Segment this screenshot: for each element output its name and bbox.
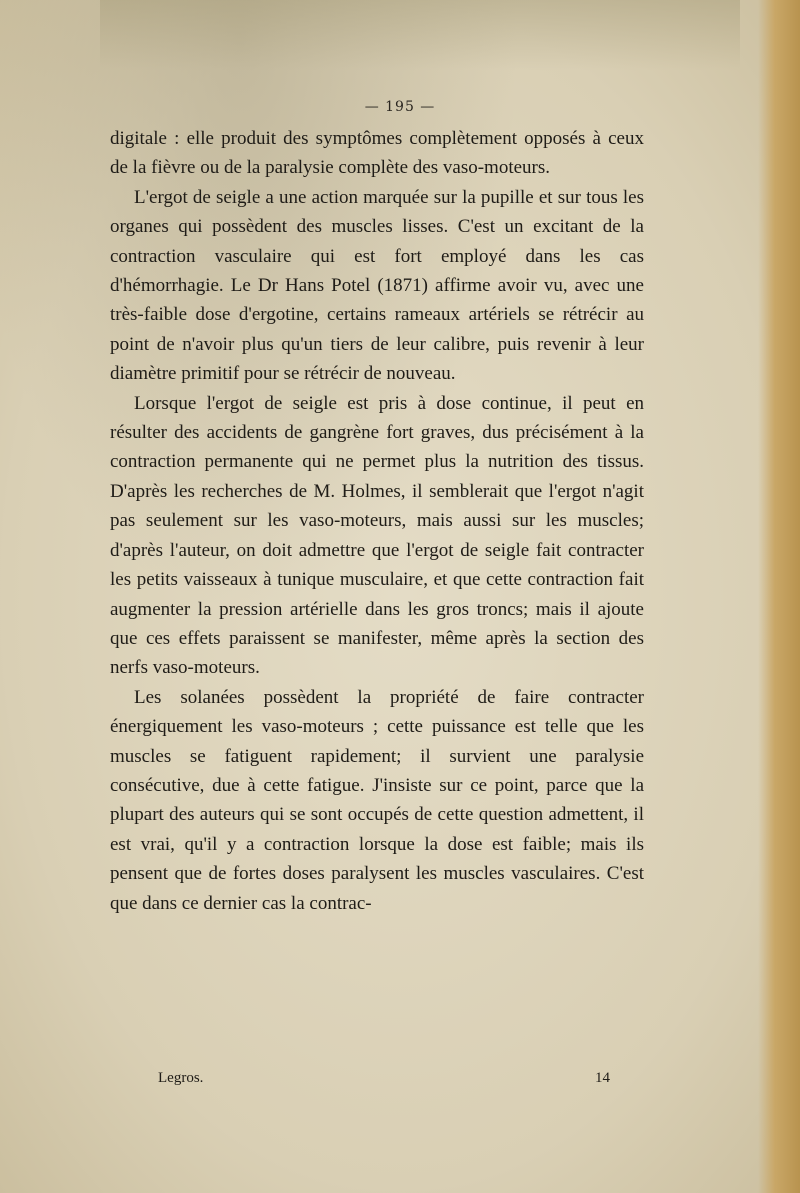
body-text (110, 124, 644, 918)
paragraph-3: Lorsque l'ergot de seigle est pris à dose continue, il peut en résulter des accidents de gangrène fort graves, dus précisément à la contraction permanente qui ne permet plus la nutrition des tissus. D'après les recherches de M. Holmes, il semblerait que l'ergot n'agit pas seulement sur les vaso-moteurs, mais aussi sur les muscles; d'après l'auteur, on doit admettre que l'ergot de seigle fait contracter les petits vaisseaux à tunique musculaire, et que cette contraction fait augmenter la pression artérielle dans les gros troncs; mais il ajoute que ces effets paraissent se manifester, même après la section des nerfs vaso-moteurs. (110, 392, 644, 679)
signature-mark: Legros. (158, 1070, 204, 1086)
sheet-number: 14 (595, 1070, 610, 1086)
paragraph-4: Les solanées possèdent la propriété de faire contracter énergiquement les vaso-moteurs ; cette puissance est telle que les muscles se fatiguent rapidement; il survient une paralysie consécutive, due à cette fatigue. J'insiste sur ce point, parce que la plupart des auteurs qui se sont occupés de cette question admettent, il est vrai, qu'il y a contraction lorsque la dose est faible; mais ils pensent que de fortes doses paralysent les muscles vasculaires. C'est que dans ce dernier cas la contrac- (110, 686, 644, 914)
page-edge-discoloration (758, 0, 800, 1193)
page-stain (100, 0, 740, 70)
page-number: — 195 — (364, 99, 436, 115)
paragraph-2: L'ergot de seigle a une action marquée sur la pupille et sur tous les organes qui possèdent des muscles lisses. C'est un excitant de la contraction vasculaire qui est fort employé dans les cas d'hémorrhagie. Le Dr Hans Potel (1871) affirme avoir vu, avec une très-faible dose d'ergotine, certains rameaux artériels se rétrécir au point de n'avoir plus qu'un tiers de leur calibre, puis revenir à leur diamètre primitif pour se rétrécir de nouveau. (110, 186, 644, 385)
paragraph-1: digitale : elle produit des symptômes complètement opposés à ceux de la fièvre ou de la paralysie complète des vaso-moteurs. (110, 128, 644, 179)
